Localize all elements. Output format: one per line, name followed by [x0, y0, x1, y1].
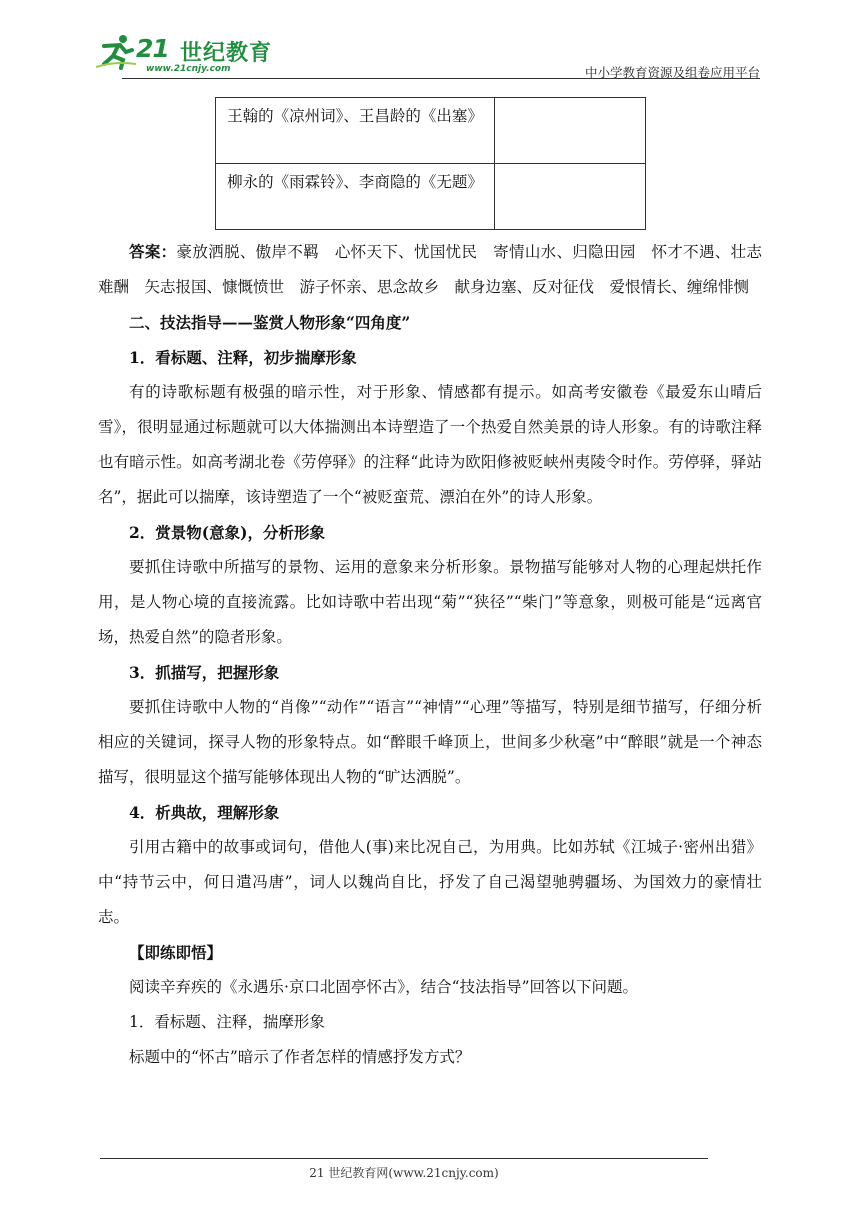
practice-label: 【即练即悟】	[129, 943, 223, 962]
logo-number: 21	[136, 34, 169, 63]
subheading-3: 3．抓描写，把握形象	[129, 663, 280, 682]
header-divider	[122, 78, 760, 79]
runner-logo-icon	[96, 34, 136, 70]
poem-cell: 柳永的《雨霖铃》、李商隐的《无题》	[216, 164, 495, 230]
logo-text: 世纪教育	[180, 41, 273, 66]
answer-label: 答案：	[129, 242, 177, 261]
site-logo	[92, 30, 272, 76]
image-cell	[495, 164, 646, 230]
practice-intro: 阅读辛弃疾的《永遇乐·京口北固亭怀古》，结合“技法指导”回答以下问题。	[129, 978, 639, 996]
subheading-2: 2．赏景物(意象)，分析形象	[129, 523, 325, 542]
footer-divider	[100, 1158, 708, 1159]
paragraph-3: 要抓住诗歌中人物的“肖像”“动作”“语言”“神情”“心理”等描写，特别是细节描写，仔细分析相应的关键词，探寻人物的形象特点。如“醉眼千峰顶上，世间多少秋毫”中“醉眼”就是一个神态描写，很明显这个描写能够体现出人物的“旷达洒脱”。	[98, 698, 762, 786]
question-text: 标题中的“怀古”暗示了作者怎样的情感抒发方式？	[129, 1048, 471, 1066]
poem-table	[215, 97, 646, 230]
image-cell	[495, 98, 646, 164]
answer-text: 豪放洒脱、傲岸不羁 心怀天下、忧国忧民 寄情山水、归隐田园 怀才不遇、壮志难酬 矢志报国、慷慨愤世 游子怀亲、思念故乡 献身边塞、反对征伐 爱恨情长、缠绵悱恻	[98, 243, 762, 296]
subheading-1: 1．看标题、注释，初步揣摩形象	[129, 348, 357, 367]
answer-paragraph	[98, 234, 762, 305]
subheading-4: 4．析典故，理解形象	[129, 803, 280, 822]
main-content	[98, 234, 762, 1075]
page-footer: 21 世纪教育网(www.21cnjy.com)	[309, 1166, 499, 1180]
table-row	[216, 164, 646, 230]
logo-url: www.21cnjy.com	[146, 64, 231, 74]
paragraph-4: 引用古籍中的故事或词句，借他人(事)来比况自己，为用典。比如苏轼《江城子·密州出猎》中“持节云中，何日遣冯唐”，词人以魏尚自比，抒发了自己渴望驰骋疆场、为国效力的豪情壮志。	[98, 838, 762, 926]
question-heading: 1．看标题、注释，揣摩形象	[129, 1013, 325, 1031]
section-title: 二、技法指导——鉴赏人物形象“四角度”	[129, 313, 411, 332]
poem-cell: 王翰的《凉州词》、王昌龄的《出塞》	[216, 98, 495, 164]
platform-name: 中小学教育资源及组卷应用平台	[584, 65, 760, 80]
table-row	[216, 98, 646, 164]
page-header	[92, 30, 760, 80]
paragraph-2: 要抓住诗歌中所描写的景物、运用的意象来分析形象。景物描写能够对人物的心理起烘托作用，是人物心境的直接流露。比如诗歌中若出现“菊”“狭径”“柴门”等意象，则极可能是“远离官场，热爱自然”的隐者形象。	[98, 558, 762, 646]
paragraph-1: 有的诗歌标题有极强的暗示性，对于形象、情感都有提示。如高考安徽卷《最爱东山晴后雪》，很明显通过标题就可以大体揣测出本诗塑造了一个热爱自然美景的诗人形象。有的诗歌注释也有暗示性。如高考湖北卷《劳停驿》的注释“此诗为欧阳修被贬峡州夷陵令时作。劳停驿，驿站名”，据此可以揣摩，该诗塑造了一个“被贬蛮荒、漂泊在外”的诗人形象。	[98, 383, 762, 506]
